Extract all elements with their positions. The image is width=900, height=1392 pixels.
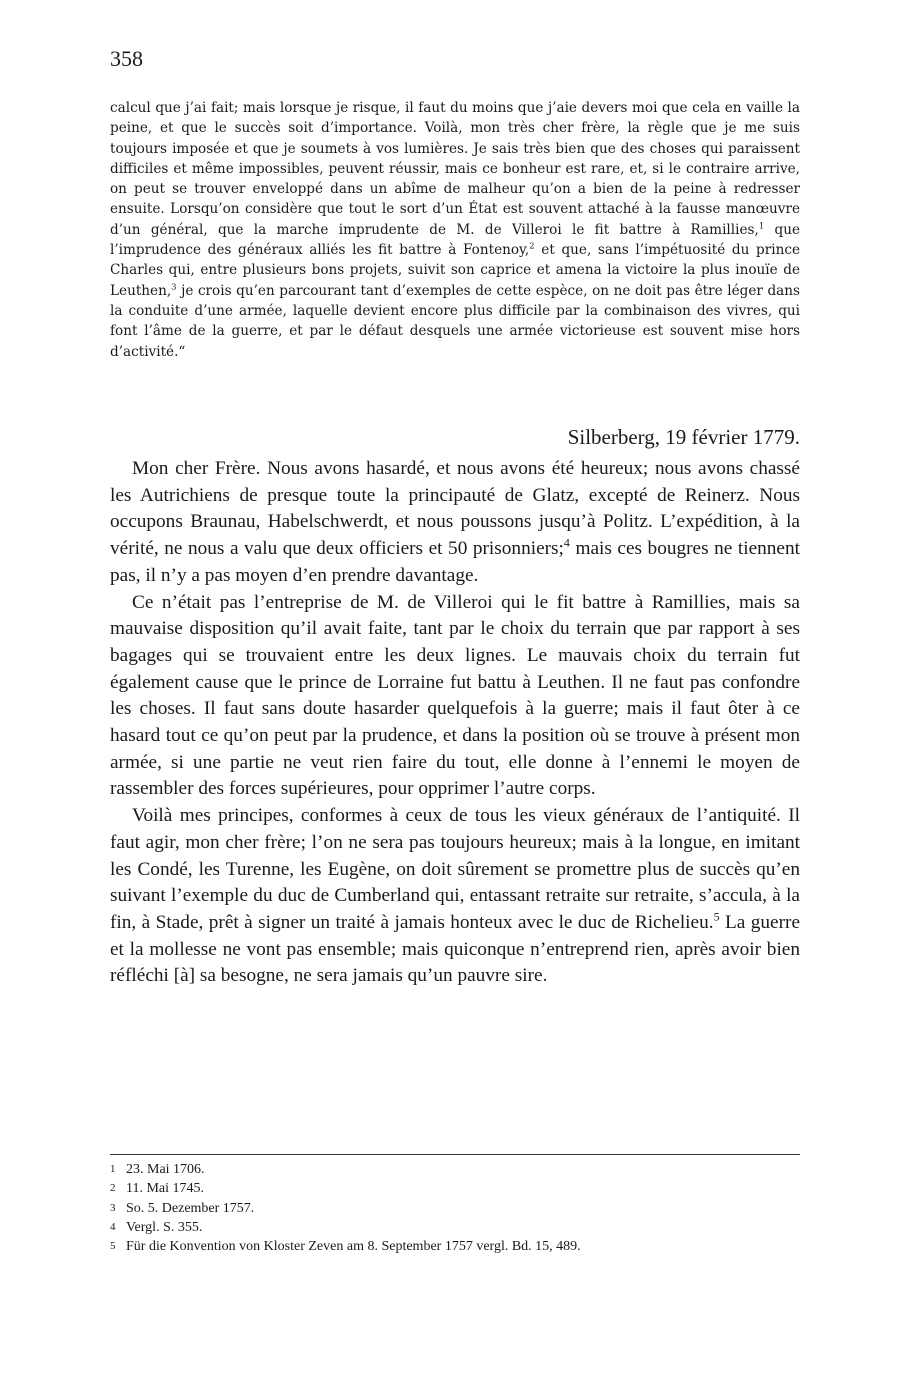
footnote-ref[interactable]: 3: [171, 281, 177, 292]
quote-text: calcul que j’ai fait; mais lorsque je risque, il faut du moins que j’aie devers moi que cela en vaille la peine, et que le succès soit d’importance. Voilà, mon très cher frère, la règle que je me suis toujours imposée et que je soumets à vos lumières. Je sais très bien que des choses qui paraissent difficiles et même impossibles, peuvent réussir, mais ce bonheur est rare, et, si le contraire arrive, on peut se trouver enveloppé dans un abîme de malheur qu’on a bien de la peine à redresser ensuite. Lorsqu’on considère que tout le sort d’un État est souvent attaché à la fausse manœuvre d’un général, que la marche imprudente de M. de Villeroi le fit battre à Ramillies,: [110, 100, 800, 238]
footnote-text: Vergl. S. 355.: [126, 1219, 203, 1235]
footnote-text: Für die Konvention von Kloster Zeven am 8. September 1757 vergl. Bd. 15, 489.: [126, 1239, 581, 1255]
footnote: [110, 1160, 800, 1179]
footnote: [110, 1218, 800, 1237]
footnote: [110, 1179, 800, 1198]
footnote-ref[interactable]: 4: [563, 535, 570, 550]
footnote: [110, 1199, 800, 1218]
footnote-number: 2: [110, 1182, 116, 1195]
quote-text: et que, sans l’impétuosité du prince Charles qui, entre plusieurs bons projets, suivit son caprice et amena la victoire la plus inouïe de Leuthen,: [110, 242, 800, 299]
paragraph-text: mais ces bougres ne tiennent pas, il n’y a pas moyen d’en prendre davantage.: [110, 538, 800, 586]
page-number: 358: [110, 46, 143, 71]
footnote-text: 23. Mai 1706.: [126, 1162, 205, 1177]
quote-text: que l’imprudence des généraux alliés les fit battre à Fontenoy,: [110, 221, 800, 259]
footnotes: [110, 1160, 800, 1256]
letter-body: [110, 456, 800, 990]
quote-paragraph: [110, 98, 800, 362]
paragraph-text: La guerre et la mollesse ne vont pas ensemble; mais quiconque n’entreprend rien, après avoir bien réfléchi [à] sa besogne, ne sera jamais qu’un pauvre sire.: [110, 911, 800, 987]
quoted-letter-passage: [110, 98, 800, 362]
footnote-number: 3: [110, 1201, 116, 1214]
footnote-text: 11. Mai 1745.: [126, 1181, 205, 1197]
footnote-ref[interactable]: 2: [529, 240, 535, 251]
letter-paragraph: [110, 803, 800, 990]
footnote-number: 5: [110, 1240, 116, 1253]
footnote-number: 4: [110, 1220, 116, 1233]
paragraph-text: Mon cher Frère. Nous avons hasardé, et nous avons été heureux; nous avons chassé les Autrichiens de presque toute la principauté de Glatz, excepté de Reinerz. Nous occupons Braunau, Habelschwerdt, et nous poussons jusqu’à Politz. L’expédition, à la vérité, ne nous a valu que deux officiers et 50 prisonniers;: [110, 458, 800, 560]
letter-paragraph: [110, 456, 800, 590]
quote-text: je crois qu’en parcourant tant d’exemples de cette espèce, on ne doit pas être léger dans la conduite d’une armée, laquelle devient encore plus difficile par la combinaison des vivres, qui font l’âme de la guerre, et par le défaut desquels une armée victorieuse est souvent mise hors d’activité.“: [110, 282, 800, 360]
footnote-number: 1: [110, 1163, 116, 1175]
footnote-ref[interactable]: 1: [758, 220, 765, 231]
letter-paragraph: Ce n’était pas l’entreprise de M. de Villeroi qui le fit battre à Ramillies, mais sa mauvaise disposition qu’il avait faite, tant par le choix du terrain que par rapport à ses bagages qui se trouvaient entre les deux lignes. Le mauvais choix du terrain fut également cause que le prince de Lorraine fut battu à Leuthen. Il ne faut pas confondre les choses. Il faut sans doute hasarder quelquefois à la guerre; mais il faut ôter à ce hasard tout ce qu’on peut par la prudence, et dans la position où se trouve à présent mon armée, si une partie ne veut rien faire du tout, elle donne à l’ennemi le moyen de rassembler des forces supérieures, pour opprimer l’autre corps.: [110, 591, 800, 800]
letter-dateline: Silberberg, 19 février 1779.: [567, 425, 800, 449]
book-page: [110, 0, 800, 1392]
footnote-text: So. 5. Dezember 1757.: [126, 1200, 255, 1216]
paragraph-text: Voilà mes principes, conformes à ceux de tous les vieux généraux de l’antiquité. Il faut agir, mon cher frère; l’on ne sera pas toujours heureux; mais à la longue, en imitant les Condé, les Turenne, les Eugène, on doit sûrement se promettre plus de succès qu’en suivant l’exemple du duc de Cumberland qui, entassant retraite sur retraite, s’accula, à la fin, à Stade, prêt à signer un traité à jamais honteux avec le duc de Richelieu.: [110, 805, 800, 933]
footnote-ref[interactable]: 5: [713, 909, 720, 924]
footnote: [110, 1237, 800, 1256]
footnote-divider: [110, 1154, 800, 1155]
